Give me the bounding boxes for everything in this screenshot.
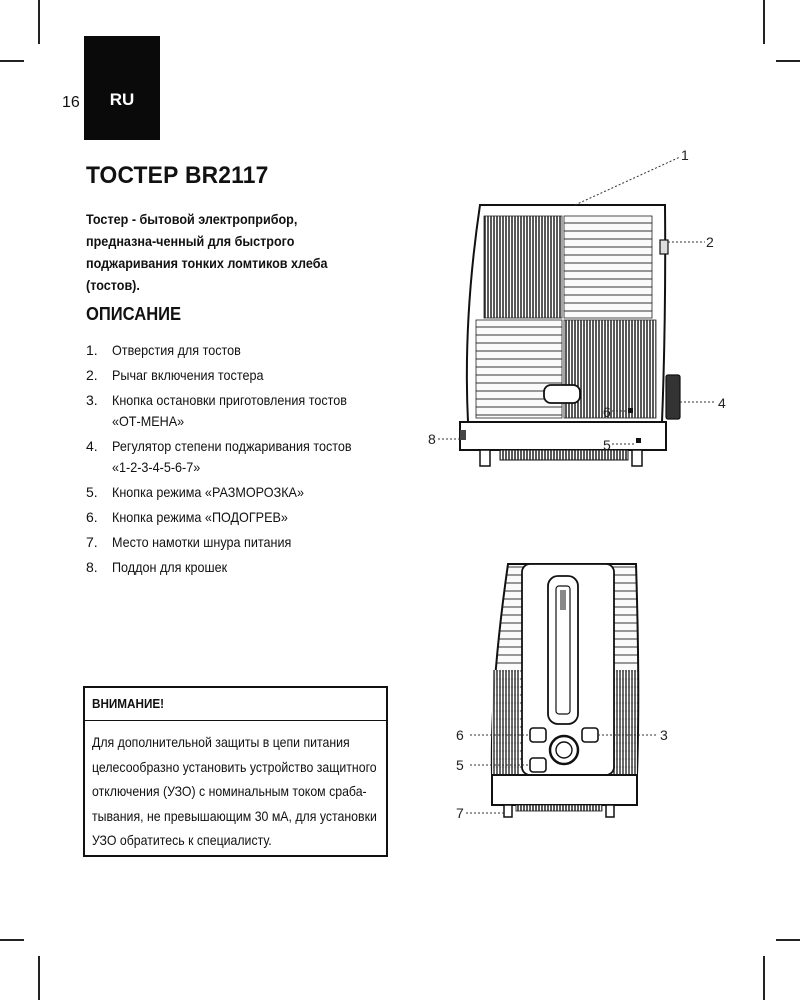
crop-mark [776,939,800,941]
language-label: RU [109,90,135,109]
list-item-text: Кнопка режима «ПОДОГРЕВ» [112,509,288,525]
list-item-text: Место намотки шнура питания [112,534,292,550]
warning-title: ВНИМАНИЕ! [92,696,165,711]
list-item-number: 5. [86,484,98,500]
crop-mark [0,939,24,941]
list-item-number: 3. [86,392,98,408]
list-item [86,340,386,361]
list-item-text: Отверстия для тостов [112,342,241,358]
list-item [86,436,386,478]
toaster-side-view [428,147,726,466]
list-item-text: Кнопка режима «РАЗМОРОЗКА» [112,484,304,500]
callout-label: 2 [706,234,714,250]
callout-label: 5 [456,757,464,773]
list-item-number: 4. [86,438,98,454]
callout-label: 6 [456,727,464,743]
intro-paragraph: Тостер - бытовой электроприбор, предназна-ченный для быстрого поджаривания тонких ломтиков хлеба (тостов). [86,211,328,293]
crop-mark [38,0,40,44]
crop-mark [763,0,765,44]
crop-mark [38,956,40,1000]
callout-label: 6 [603,404,611,420]
list-item [86,390,386,432]
callout-label: 3 [660,727,668,743]
list-item-number: 7. [86,534,98,550]
list-item [86,482,386,503]
page-title: ТОСТЕР BR2117 [86,162,269,189]
list-item-number: 2. [86,367,98,383]
language-tab [84,36,160,140]
list-item [86,507,386,528]
description-list [86,340,386,582]
page-number: 16 [62,94,80,111]
crop-mark [763,956,765,1000]
callout-label: 7 [456,805,464,821]
warning-text: Для дополнительной защиты в цепи питания целесообразно установить устройство защитного отключения (УЗО) с номинальным током сраба-тывания, не превышающим 30 мА, для установки УЗО обратитесь к специалисту. [92,734,377,848]
list-item-number: 8. [86,559,98,575]
callout-label: 4 [718,395,726,411]
list-item-number: 1. [86,342,98,358]
list-item-text: Регулятор степени поджаривания тостов «1-2-3-4-5-6-7» [112,438,352,475]
list-item-number: 6. [86,509,98,525]
crop-mark [0,60,24,62]
callout-label: 1 [681,147,689,163]
list-item-text: Кнопка остановки приготовления тостов «ОТ-МЕНА» [112,392,347,429]
list-item-text: Поддон для крошек [112,559,228,575]
crop-mark [776,60,800,62]
list-item-text: Рычаг включения тостера [112,367,264,383]
callout-label: 5 [603,437,611,453]
description-heading: ОПИСАНИЕ [86,304,182,324]
toaster-front-view [456,564,668,821]
toaster-diagram [400,130,800,930]
warning-divider [85,720,386,721]
list-item [86,365,386,386]
warning-box [83,686,388,857]
callout-label: 8 [428,431,436,447]
list-item [86,557,386,578]
toaster-drawing [400,130,800,930]
list-item [86,532,386,553]
